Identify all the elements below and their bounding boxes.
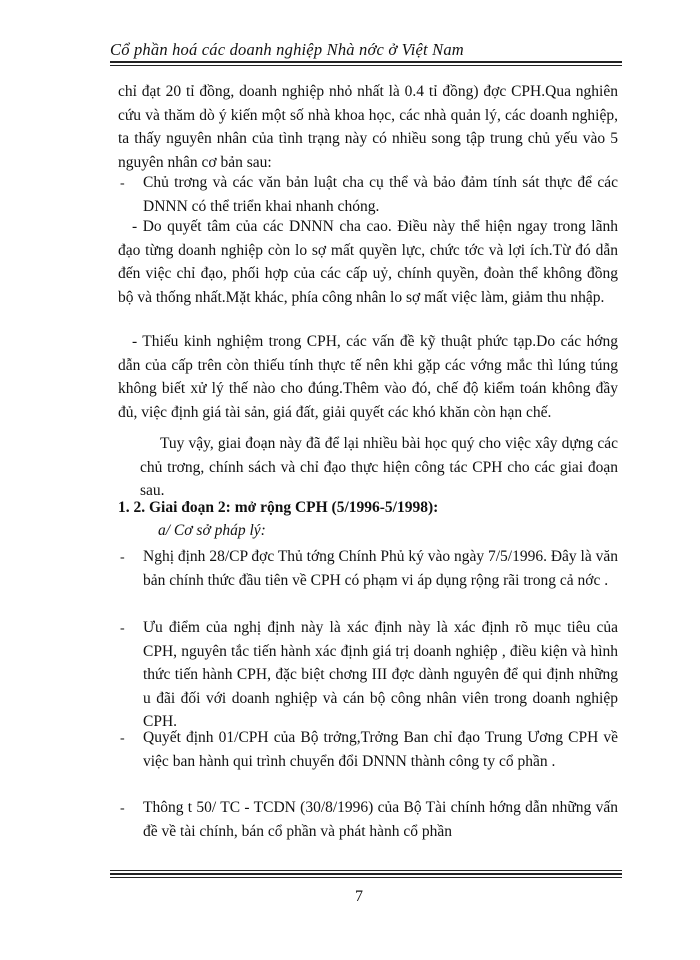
conclusion-paragraph: Tuy vậy, giai đoạn này đã để lại nhiều bài học quý cho việc xây dựng các chủ trơng, chính sách và chỉ đạo thực hiện công tác CPH cho các giai đoạn sau.: [140, 435, 618, 499]
footer-rule: [110, 877, 622, 878]
bullet-marker: -: [120, 176, 125, 191]
footer-rule: [110, 873, 622, 875]
bullet-marker: -: [120, 731, 125, 746]
section-heading: 1. 2. Giai đoạn 2: mở rộng CPH (5/1996-5/1998):: [118, 499, 439, 516]
header-rule: [110, 65, 622, 66]
legal-item: Thông t 50/ TC - TCDN (30/8/1996) của Bộ Tài chính hớng dẫn những vấn đề về tài chính, bán cổ phần và phát hành cổ phần: [143, 799, 618, 840]
bullet-marker: -: [120, 801, 125, 816]
reason-text: Do quyết tâm của các DNNN cha cao. Điều này thể hiện ngay trong lãnh đạo từng doanh nghiệp còn lo sợ mất quyền lực, chức tớc và lợi ích.Từ đó dẫn đến việc chỉ đạo, phối hợp của các cấp uỷ, chính quyền, đoàn thể không đồng bộ và thống nhất.Mặt khác, phía công nhân lo sợ mất việc làm, giảm thu nhập.: [118, 218, 618, 306]
footer-rule: [110, 870, 622, 871]
section-subheading: a/ Cơ sở pháp lý:: [158, 522, 266, 539]
reason-item: [118, 330, 618, 424]
reason-item: [118, 215, 618, 309]
header-title: Cổ phần hoá các doanh nghiệp Nhà nớc ở Việt Nam: [110, 40, 464, 59]
header-rule: [110, 61, 622, 63]
legal-item: Nghị định 28/CP đợc Thủ tớng Chính Phủ ký vào ngày 7/5/1996. Đây là văn bản chính thức đầu tiên về CPH có phạm vi áp dụng rộng rãi trong cả nớc .: [143, 548, 618, 589]
page-number: 7: [355, 888, 363, 905]
bullet-marker: -: [120, 550, 125, 565]
bullet-marker: -: [120, 621, 125, 636]
reason-item: Chủ trơng và các văn bản luật cha cụ thể và bảo đảm tính sát thực để các DNNN có thể triển khai nhanh chóng.: [143, 174, 618, 215]
legal-item: Quyết định 01/CPH của Bộ trởng,Trởng Ban chỉ đạo Trung Ương CPH về việc ban hành qui trình chuyển đổi DNNN thành công ty cổ phần .: [143, 729, 618, 770]
bullet-marker: -: [132, 218, 138, 235]
intro-paragraph: chỉ đạt 20 tỉ đồng, doanh nghiệp nhỏ nhất là 0.4 tỉ đồng) đợc CPH.Qua nghiên cứu và thăm dò ý kiến một số nhà khoa học, các nhà quản lý, các doanh nghiệp, ta thấy nguyên nhân của tình trạng này có nhiều song tập trung chủ yếu vào 5 nguyên nhân cơ bản sau:: [118, 83, 618, 171]
bullet-marker: -: [132, 333, 138, 350]
reason-text: Thiếu kinh nghiệm trong CPH, các vấn đề kỹ thuật phức tạp.Do các hớng dẫn của cấp trên còn thiếu tính thực tế nên khi gặp các vớng mắc thì lúng túng không biết xử lý thế nào cho đúng.Thêm vào đó, chế độ kiểm toán không đầy đủ, việc định giá tài sản, giá đất, giải quyết các khó khăn còn hạn chế.: [118, 333, 618, 421]
legal-item: Ưu điểm của nghị định này là xác định này là xác định rõ mục tiêu của CPH, nguyên tắc tiến hành xác định giá trị doanh nghiệp , điều kiện và hình thức tiến hành CPH, đặc biệt chơng III đợc dành nguyên để qui định những u đãi đối với doanh nghiệp và cán bộ công nhân viên trong doanh nghiệp CPH.: [143, 619, 618, 730]
